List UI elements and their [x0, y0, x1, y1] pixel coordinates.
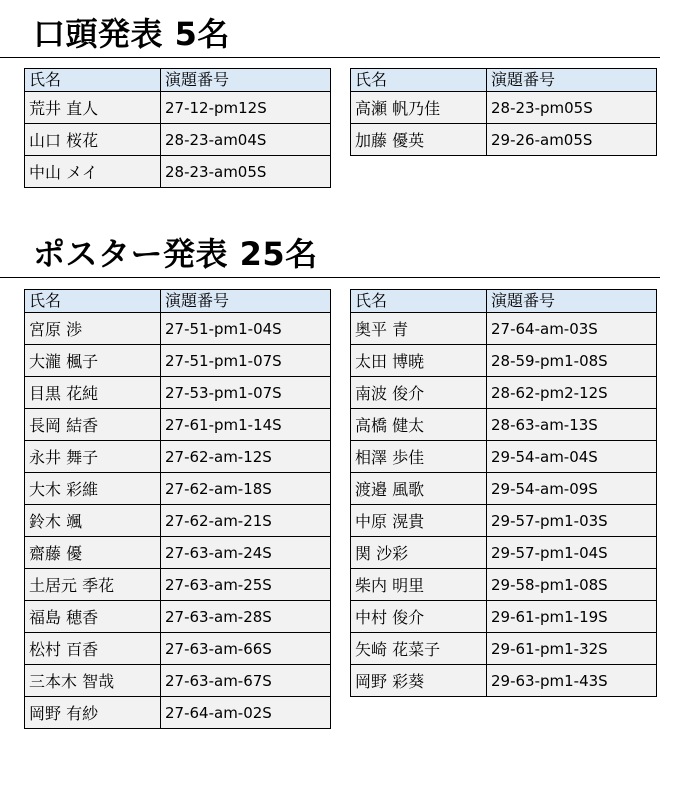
presenter-name: 齋藤 優	[25, 537, 161, 569]
abstract-number: 28-59-pm1-08S	[487, 345, 657, 377]
abstract-number: 27-63-am-67S	[161, 665, 331, 697]
poster-section-title: ポスター発表 25名	[33, 235, 318, 273]
table-row	[25, 377, 331, 409]
abstract-number: 28-63-am-13S	[487, 409, 657, 441]
presenter-name: 高橋 健太	[351, 409, 487, 441]
presenter-name: 中原 滉貴	[351, 505, 487, 537]
abstract-number: 29-57-pm1-03S	[487, 505, 657, 537]
abstract-number: 27-53-pm1-07S	[161, 377, 331, 409]
presenter-name: 関 沙彩	[351, 537, 487, 569]
abstract-number: 27-62-am-18S	[161, 473, 331, 505]
column-header-name: 氏名	[25, 290, 161, 313]
table-row	[25, 313, 331, 345]
abstract-number: 27-64-am-02S	[161, 697, 331, 729]
abstract-number: 27-63-am-25S	[161, 569, 331, 601]
abstract-number: 29-54-am-09S	[487, 473, 657, 505]
presenter-name: 渡邉 風歌	[351, 473, 487, 505]
table-row	[351, 124, 657, 156]
presenter-name: 中村 俊介	[351, 601, 487, 633]
presenter-name: 永井 舞子	[25, 441, 161, 473]
presenter-name: 岡野 有紗	[25, 697, 161, 729]
abstract-number: 27-61-pm1-14S	[161, 409, 331, 441]
abstract-number: 29-54-am-04S	[487, 441, 657, 473]
oral-table-right	[350, 68, 657, 156]
presenter-name: 加藤 優英	[351, 124, 487, 156]
abstract-number: 29-63-pm1-43S	[487, 665, 657, 697]
abstract-number: 28-23-am05S	[161, 156, 331, 188]
abstract-number: 29-58-pm1-08S	[487, 569, 657, 601]
table-row	[25, 537, 331, 569]
table-row	[351, 313, 657, 345]
table-row	[351, 569, 657, 601]
table-row	[351, 409, 657, 441]
abstract-number: 29-57-pm1-04S	[487, 537, 657, 569]
column-header-name: 氏名	[351, 290, 487, 313]
presenter-name: 高瀬 帆乃佳	[351, 92, 487, 124]
poster-section-heading	[0, 235, 660, 278]
table-row	[351, 633, 657, 665]
presenter-name: 矢崎 花菜子	[351, 633, 487, 665]
oral-section-heading	[0, 15, 660, 58]
abstract-number: 28-62-pm2-12S	[487, 377, 657, 409]
abstract-number: 27-51-pm1-04S	[161, 313, 331, 345]
table-row	[351, 345, 657, 377]
presenter-name: 荒井 直人	[25, 92, 161, 124]
presenter-name: 長岡 結香	[25, 409, 161, 441]
table-row	[351, 377, 657, 409]
table-row	[25, 409, 331, 441]
table-row	[25, 156, 331, 188]
abstract-number: 29-26-am05S	[487, 124, 657, 156]
poster-table-left	[24, 289, 331, 729]
table-row	[351, 441, 657, 473]
abstract-number: 27-63-am-66S	[161, 633, 331, 665]
oral-section-title: 口頭発表 5名	[33, 15, 230, 53]
table-row	[351, 505, 657, 537]
table-row	[25, 124, 331, 156]
table-row	[25, 505, 331, 537]
presenter-name: 松村 百香	[25, 633, 161, 665]
abstract-number: 27-63-am-28S	[161, 601, 331, 633]
table-row	[25, 441, 331, 473]
abstract-number: 27-64-am-03S	[487, 313, 657, 345]
presenter-name: 福島 穂香	[25, 601, 161, 633]
abstract-number: 29-61-pm1-32S	[487, 633, 657, 665]
presenter-name: 大瀧 楓子	[25, 345, 161, 377]
abstract-number: 27-62-am-12S	[161, 441, 331, 473]
table-row	[25, 697, 331, 729]
presenter-name: 土居元 季花	[25, 569, 161, 601]
presenter-name: 目黒 花純	[25, 377, 161, 409]
abstract-number: 27-12-pm12S	[161, 92, 331, 124]
column-header-code: 演題番号	[161, 290, 331, 313]
table-row	[25, 345, 331, 377]
column-header-code: 演題番号	[487, 290, 657, 313]
oral-table-left	[24, 68, 331, 188]
table-row	[351, 665, 657, 697]
table-row	[351, 601, 657, 633]
table-row	[25, 633, 331, 665]
column-header-name: 氏名	[25, 69, 161, 92]
table-row	[351, 92, 657, 124]
poster-table-right	[350, 289, 657, 697]
presenter-name: 南波 俊介	[351, 377, 487, 409]
abstract-number: 28-23-am04S	[161, 124, 331, 156]
table-row	[25, 569, 331, 601]
presenter-name: 相澤 歩佳	[351, 441, 487, 473]
abstract-number: 27-63-am-24S	[161, 537, 331, 569]
presenter-name: 岡野 彩葵	[351, 665, 487, 697]
table-row	[351, 537, 657, 569]
table-row	[25, 601, 331, 633]
table-row	[351, 473, 657, 505]
abstract-number: 27-51-pm1-07S	[161, 345, 331, 377]
table-row	[25, 92, 331, 124]
presenter-name: 柴内 明里	[351, 569, 487, 601]
abstract-number: 27-62-am-21S	[161, 505, 331, 537]
presenter-name: 山口 桜花	[25, 124, 161, 156]
column-header-name: 氏名	[351, 69, 487, 92]
table-row	[25, 473, 331, 505]
presenter-name: 三本木 智哉	[25, 665, 161, 697]
presenter-name: 宮原 渉	[25, 313, 161, 345]
presenter-name: 大木 彩維	[25, 473, 161, 505]
table-row	[25, 665, 331, 697]
abstract-number: 29-61-pm1-19S	[487, 601, 657, 633]
presenter-name: 中山 メイ	[25, 156, 161, 188]
presenter-name: 奥平 青	[351, 313, 487, 345]
presenter-name: 鈴木 颯	[25, 505, 161, 537]
presenter-name: 太田 博暁	[351, 345, 487, 377]
abstract-number: 28-23-pm05S	[487, 92, 657, 124]
column-header-code: 演題番号	[487, 69, 657, 92]
column-header-code: 演題番号	[161, 69, 331, 92]
